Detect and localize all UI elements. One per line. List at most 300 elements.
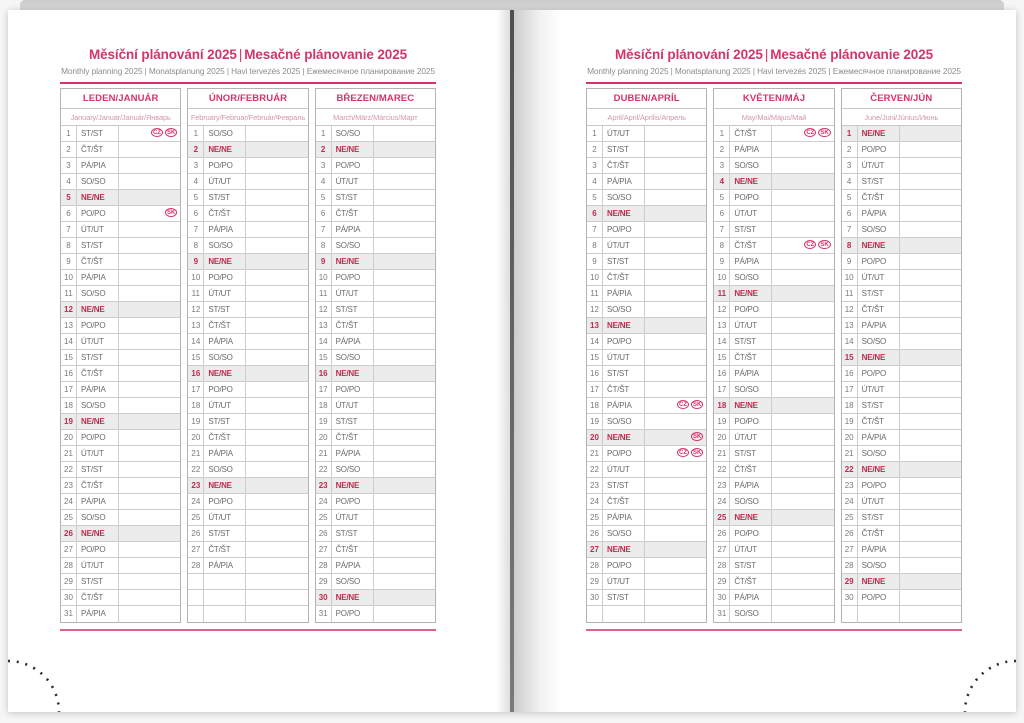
notes-cell: [246, 318, 307, 333]
day-number: 29: [587, 574, 603, 589]
page-right: [514, 10, 1016, 712]
day-row: [714, 190, 833, 206]
day-number: 20: [587, 430, 603, 445]
day-abbreviation: PÁ/PIA: [858, 318, 900, 333]
day-row-sunday: [842, 462, 961, 478]
day-row-sunday: [316, 478, 435, 494]
notes-cell: [900, 142, 961, 157]
notes-cell: [772, 414, 833, 429]
month-translations: February/Februar/Február/Февраль: [188, 109, 307, 126]
day-abbreviation: PO/PO: [77, 542, 119, 557]
holiday-badge-sk: SK: [166, 210, 176, 217]
notes-cell: [374, 398, 435, 413]
day-row: [587, 526, 706, 542]
day-row: [188, 158, 307, 174]
notes-cell: [246, 558, 307, 573]
day-abbreviation: NE/NE: [858, 462, 900, 477]
day-abbreviation: ČT/ŠT: [332, 542, 374, 557]
day-row: [714, 590, 833, 606]
day-row: [842, 158, 961, 174]
day-abbreviation: ÚT/UT: [77, 446, 119, 461]
day-row-sunday: [842, 238, 961, 254]
month-translations: June/Juni/Június/Июнь: [842, 109, 961, 126]
day-abbreviation: ČT/ŠT: [204, 206, 246, 221]
day-number: 17: [316, 382, 332, 397]
holiday-badge-cz: CZ: [806, 130, 815, 137]
day-abbreviation: ÚT/UT: [204, 398, 246, 413]
day-abbreviation: PO/PO: [858, 142, 900, 157]
notes-cell: [772, 398, 833, 413]
day-abbreviation: PO/PO: [730, 526, 772, 541]
day-number: 16: [188, 366, 204, 381]
day-abbreviation: PO/PO: [204, 494, 246, 509]
month-name: KVĚTEN/MÁJ: [714, 89, 833, 109]
day-abbreviation: ÚT/UT: [204, 286, 246, 301]
notes-cell: [119, 494, 180, 509]
notes-cell: [900, 446, 961, 461]
day-number: 13: [188, 318, 204, 333]
day-abbreviation: SO/SO: [730, 494, 772, 509]
day-row: [188, 510, 307, 526]
day-number: 9: [316, 254, 332, 269]
day-row: [714, 606, 833, 622]
day-row: [188, 430, 307, 446]
notes-cell: [246, 222, 307, 237]
notes-cell: [645, 510, 706, 525]
day-row: [587, 350, 706, 366]
day-abbreviation: SO/SO: [858, 222, 900, 237]
day-abbreviation: SO/SO: [77, 286, 119, 301]
month-name: ČERVEN/JÚN: [842, 89, 961, 109]
notes-cell: [645, 382, 706, 397]
day-number: 27: [842, 542, 858, 557]
day-abbreviation: PÁ/PIA: [77, 270, 119, 285]
day-number: 22: [316, 462, 332, 477]
day-abbreviation: ST/ST: [77, 574, 119, 589]
day-number: 22: [188, 462, 204, 477]
day-number: 7: [61, 222, 77, 237]
open-spread: [8, 10, 1016, 712]
day-row: [587, 238, 706, 254]
day-abbreviation: PÁ/PIA: [332, 222, 374, 237]
notes-cell: [246, 254, 307, 269]
notes-cell: [900, 526, 961, 541]
notes-cell: [645, 414, 706, 429]
day-number: 7: [842, 222, 858, 237]
day-abbreviation: ÚT/UT: [730, 542, 772, 557]
day-number: 8: [188, 238, 204, 253]
day-row: [587, 590, 706, 606]
holiday-badge-cz: CZ: [678, 402, 687, 409]
day-row-sunday: [316, 142, 435, 158]
day-row-sunday: [316, 254, 435, 270]
day-abbreviation: ST/ST: [730, 446, 772, 461]
title-czech: Měsíční plánování 2025: [614, 47, 763, 62]
day-row: [61, 398, 180, 414]
page-title: [60, 46, 436, 63]
day-abbreviation: NE/NE: [858, 126, 900, 141]
notes-cell: [119, 254, 180, 269]
notes-cell: [119, 574, 180, 589]
corner-dotted-arc-right: [954, 646, 1024, 723]
day-number: 20: [188, 430, 204, 445]
notes-cell: [374, 350, 435, 365]
day-row: [842, 254, 961, 270]
day-abbreviation: PÁ/PIA: [204, 222, 246, 237]
day-number: 8: [316, 238, 332, 253]
day-row: [316, 510, 435, 526]
day-number: 5: [61, 190, 77, 205]
day-number: 13: [714, 318, 730, 333]
day-row: [842, 334, 961, 350]
day-number: 3: [188, 158, 204, 173]
day-abbreviation: PO/PO: [332, 382, 374, 397]
day-row: [714, 526, 833, 542]
day-abbreviation: ST/ST: [858, 398, 900, 413]
day-abbreviation: NE/NE: [603, 318, 645, 333]
day-number: 19: [714, 414, 730, 429]
notes-cell: [374, 334, 435, 349]
notes-cell: [645, 446, 706, 461]
notes-cell: [772, 174, 833, 189]
day-row-sunday: [842, 574, 961, 590]
day-row: [714, 414, 833, 430]
notes-cell: [246, 142, 307, 157]
day-number: 3: [316, 158, 332, 173]
notes-cell: [119, 414, 180, 429]
page-subtitle: Monthly planning 2025 | Monatsplanung 2025 | Havi tervezés 2025 | Ежемесячное планирование 2025: [61, 66, 435, 76]
day-row: [714, 542, 833, 558]
day-abbreviation: ÚT/UT: [858, 382, 900, 397]
notes-cell: [119, 238, 180, 253]
day-number: 11: [61, 286, 77, 301]
day-abbreviation: ČT/ŠT: [204, 542, 246, 557]
notes-cell: [119, 558, 180, 573]
day-number: 12: [714, 302, 730, 317]
day-number: 7: [188, 222, 204, 237]
notes-cell: [900, 206, 961, 221]
month-name: LEDEN/JANUÁR: [61, 89, 180, 109]
day-abbreviation: [204, 590, 246, 605]
page-subtitle: Monthly planning 2025 | Monatsplanung 2025 | Havi tervezés 2025 | Ежемесячное планирование 2025: [587, 66, 961, 76]
holiday-badge-sk: SK: [692, 402, 702, 409]
day-row-sunday: [587, 542, 706, 558]
notes-cell: [374, 302, 435, 317]
day-number: 10: [61, 270, 77, 285]
month-calendar-february: [187, 88, 308, 623]
day-abbreviation: ST/ST: [77, 350, 119, 365]
day-abbreviation: NE/NE: [77, 414, 119, 429]
day-number: 21: [188, 446, 204, 461]
day-row: [316, 222, 435, 238]
notes-cell: [374, 606, 435, 622]
month-calendar-march: [315, 88, 436, 623]
day-abbreviation: ST/ST: [332, 302, 374, 317]
month-calendar-may: [713, 88, 834, 623]
notes-cell: [119, 190, 180, 205]
day-abbreviation: NE/NE: [332, 590, 374, 605]
notes-cell: [772, 350, 833, 365]
day-abbreviation: PÁ/PIA: [332, 446, 374, 461]
day-number: 6: [587, 206, 603, 221]
day-row: [316, 494, 435, 510]
notes-cell: [772, 542, 833, 557]
notes-cell: [645, 270, 706, 285]
notes-cell: [374, 590, 435, 605]
day-number: 24: [842, 494, 858, 509]
notes-cell: [645, 462, 706, 477]
day-number: 22: [842, 462, 858, 477]
day-row: [842, 414, 961, 430]
notes-cell: [119, 478, 180, 493]
notes-cell: [246, 430, 307, 445]
notes-cell: [374, 574, 435, 589]
day-abbreviation: ST/ST: [603, 366, 645, 381]
notes-cell: [119, 142, 180, 157]
day-number: 15: [316, 350, 332, 365]
day-abbreviation: PÁ/PIA: [730, 366, 772, 381]
notes-cell: [645, 590, 706, 605]
day-row-sunday: [188, 142, 307, 158]
day-number: 16: [61, 366, 77, 381]
day-row: [316, 430, 435, 446]
day-abbreviation: ČT/ŠT: [858, 526, 900, 541]
notes-cell: [772, 478, 833, 493]
notes-cell: [772, 366, 833, 381]
day-row: [842, 318, 961, 334]
notes-cell: [374, 158, 435, 173]
day-number: 6: [61, 206, 77, 221]
day-abbreviation: ČT/ŠT: [77, 590, 119, 605]
page-right-content: [586, 10, 962, 631]
day-abbreviation: ST/ST: [603, 478, 645, 493]
day-row-sunday: [842, 350, 961, 366]
day-row: [587, 446, 706, 462]
day-abbreviation: SO/SO: [730, 606, 772, 622]
notes-cell: [900, 398, 961, 413]
day-row: [714, 254, 833, 270]
day-number: 29: [714, 574, 730, 589]
day-row-sunday: [587, 318, 706, 334]
day-number: 30: [61, 590, 77, 605]
notes-cell: [645, 318, 706, 333]
day-number: 24: [316, 494, 332, 509]
notes-cell: [374, 462, 435, 477]
notes-cell: [900, 318, 961, 333]
day-number: 28: [61, 558, 77, 573]
day-number: 25: [188, 510, 204, 525]
notes-cell: [772, 222, 833, 237]
day-abbreviation: ST/ST: [77, 126, 119, 141]
day-number: 11: [842, 286, 858, 301]
day-abbreviation: ČT/ŠT: [603, 494, 645, 509]
notes-cell: [645, 350, 706, 365]
day-abbreviation: PO/PO: [204, 382, 246, 397]
day-row: [316, 270, 435, 286]
day-number: 16: [842, 366, 858, 381]
day-abbreviation: NE/NE: [603, 542, 645, 557]
day-abbreviation: NE/NE: [730, 286, 772, 301]
day-number: [188, 606, 204, 622]
day-number: 17: [188, 382, 204, 397]
day-row: [714, 462, 833, 478]
day-row: [61, 206, 180, 222]
day-number: 26: [61, 526, 77, 541]
notes-cell: [246, 462, 307, 477]
month-calendar-april: [586, 88, 707, 623]
day-abbreviation: PÁ/PIA: [730, 590, 772, 605]
day-abbreviation: PO/PO: [204, 158, 246, 173]
day-abbreviation: NE/NE: [730, 174, 772, 189]
day-abbreviation: PÁ/PIA: [77, 158, 119, 173]
notes-cell: [772, 494, 833, 509]
day-row: [61, 270, 180, 286]
day-abbreviation: NE/NE: [858, 350, 900, 365]
day-row: [61, 574, 180, 590]
day-row: [61, 174, 180, 190]
day-number: 2: [842, 142, 858, 157]
day-number: 18: [61, 398, 77, 413]
day-number: 18: [188, 398, 204, 413]
day-number: 9: [188, 254, 204, 269]
day-abbreviation: NE/NE: [730, 398, 772, 413]
day-row: [188, 350, 307, 366]
day-row: [587, 286, 706, 302]
notes-cell: [374, 366, 435, 381]
day-row: [714, 270, 833, 286]
day-number: 24: [188, 494, 204, 509]
month-translations: March/März/Március/Март: [316, 109, 435, 126]
day-number: [587, 606, 603, 622]
day-abbreviation: SO/SO: [332, 350, 374, 365]
month-translations: January/Januar/Január/Январь: [61, 109, 180, 126]
day-row: [316, 238, 435, 254]
day-row: [587, 558, 706, 574]
day-number: 30: [714, 590, 730, 605]
day-abbreviation: ÚT/UT: [603, 350, 645, 365]
day-abbreviation: ÚT/UT: [204, 174, 246, 189]
notes-cell: [246, 126, 307, 141]
day-abbreviation: ÚT/UT: [603, 126, 645, 141]
months-row: [60, 88, 436, 623]
day-abbreviation: PÁ/PIA: [77, 606, 119, 622]
day-abbreviation: PO/PO: [603, 446, 645, 461]
day-row: [188, 222, 307, 238]
day-number: 22: [61, 462, 77, 477]
day-abbreviation: ÚT/UT: [204, 510, 246, 525]
day-abbreviation: SO/SO: [730, 382, 772, 397]
notes-cell: [900, 286, 961, 301]
notes-cell: [645, 158, 706, 173]
notes-cell: [374, 190, 435, 205]
day-number: 29: [316, 574, 332, 589]
day-abbreviation: PÁ/PIA: [204, 558, 246, 573]
notes-cell: [374, 126, 435, 141]
day-number: 1: [714, 126, 730, 141]
notes-cell: [119, 318, 180, 333]
month-name: ÚNOR/FEBRUÁR: [188, 89, 307, 109]
day-abbreviation: SO/SO: [332, 238, 374, 253]
day-row: [188, 542, 307, 558]
day-row: [842, 382, 961, 398]
day-abbreviation: ST/ST: [858, 510, 900, 525]
day-abbreviation: PO/PO: [204, 270, 246, 285]
day-number: 28: [316, 558, 332, 573]
page-left: [8, 10, 510, 712]
day-row: [316, 606, 435, 622]
day-abbreviation: ST/ST: [204, 302, 246, 317]
day-abbreviation: PÁ/PIA: [603, 174, 645, 189]
notes-cell: [119, 302, 180, 317]
day-number: 10: [842, 270, 858, 285]
notes-cell: [900, 430, 961, 445]
day-abbreviation: ÚT/UT: [332, 398, 374, 413]
day-abbreviation: PO/PO: [730, 302, 772, 317]
day-abbreviation: ČT/ŠT: [858, 414, 900, 429]
day-abbreviation: PÁ/PIA: [730, 254, 772, 269]
day-abbreviation: ÚT/UT: [332, 286, 374, 301]
notes-cell: [246, 270, 307, 285]
notes-cell: [119, 446, 180, 461]
notes-cell: [246, 190, 307, 205]
day-number: 21: [714, 446, 730, 461]
notes-cell: [900, 462, 961, 477]
day-abbreviation: PÁ/PIA: [858, 430, 900, 445]
day-number: 12: [188, 302, 204, 317]
day-number: 7: [316, 222, 332, 237]
notes-cell: [772, 238, 833, 253]
notes-cell: [900, 574, 961, 589]
day-abbreviation: NE/NE: [77, 526, 119, 541]
day-row: [61, 446, 180, 462]
day-number: 15: [587, 350, 603, 365]
notes-cell: [900, 590, 961, 605]
notes-cell: [645, 174, 706, 189]
day-abbreviation: PÁ/PIA: [204, 334, 246, 349]
day-number: 26: [842, 526, 858, 541]
day-row: [842, 446, 961, 462]
day-row-sunday: [316, 590, 435, 606]
day-abbreviation: SO/SO: [603, 526, 645, 541]
notes-cell: [772, 302, 833, 317]
day-abbreviation: NE/NE: [332, 478, 374, 493]
notes-cell: [772, 190, 833, 205]
day-number: 16: [714, 366, 730, 381]
day-row: [842, 174, 961, 190]
pink-rule-top: [60, 82, 436, 84]
day-row: [842, 302, 961, 318]
day-number: 3: [587, 158, 603, 173]
title-separator: |: [764, 47, 769, 62]
day-row: [714, 206, 833, 222]
day-row: [188, 206, 307, 222]
notes-cell: [374, 510, 435, 525]
day-abbreviation: ST/ST: [858, 286, 900, 301]
day-row: [188, 270, 307, 286]
day-abbreviation: SO/SO: [77, 174, 119, 189]
notes-cell: [374, 558, 435, 573]
notes-cell: [119, 158, 180, 173]
day-row-sunday: [714, 510, 833, 526]
day-number: 31: [61, 606, 77, 622]
notes-cell: [645, 238, 706, 253]
day-number: 22: [587, 462, 603, 477]
day-number: 11: [316, 286, 332, 301]
day-number: 25: [842, 510, 858, 525]
day-row: [188, 526, 307, 542]
day-number: 13: [316, 318, 332, 333]
day-abbreviation: ST/ST: [204, 414, 246, 429]
